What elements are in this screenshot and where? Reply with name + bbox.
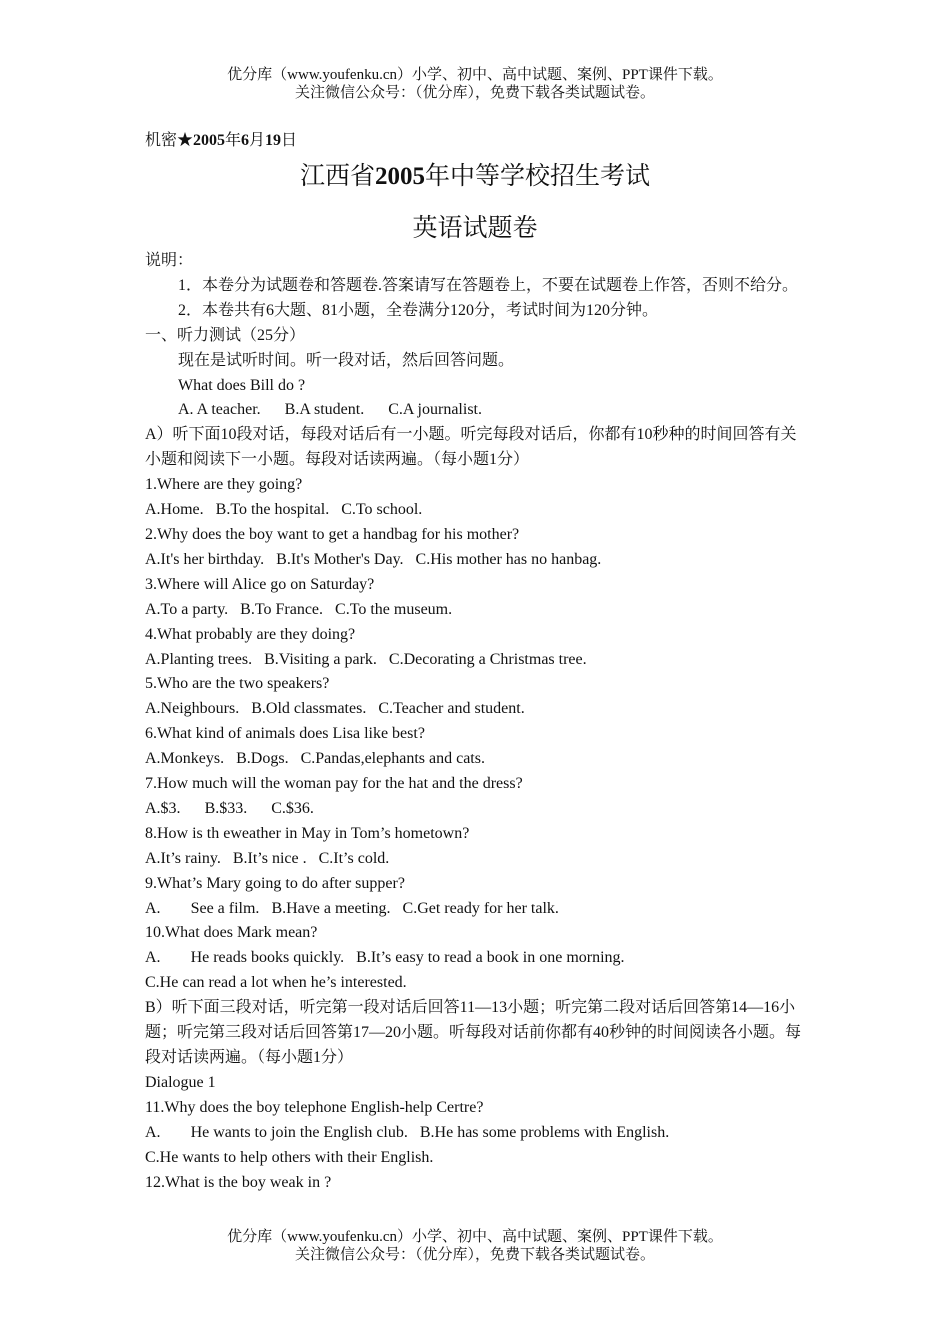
meta-day: 19: [265, 132, 282, 149]
option-c: C.Get ready for her talk.: [402, 899, 559, 917]
header-line-2: 关注微信公众号：（优分库），免费下载各类试题试卷。: [294, 85, 655, 101]
options-4: [145, 648, 810, 673]
question-3: 3.Where will Alice go on Saturday?: [145, 575, 375, 593]
footer-line-1: 优分库（www.youfenku.cn）小学、初中、高中试题、案例、PPT课件下载。: [227, 1229, 723, 1245]
question-11: 11.Why does the boy telephone English-help Certre?: [145, 1098, 484, 1116]
option-b: B.It's Mother's Day.: [276, 550, 404, 568]
option-a: A.$3.: [145, 799, 181, 817]
page-header: [0, 66, 950, 102]
options-5: [145, 697, 810, 722]
option-c: C.Pandas,elephants and cats.: [300, 750, 485, 768]
option-11-c: C.He wants to help others with their English.: [145, 1148, 434, 1166]
title-year: 2005: [375, 163, 425, 190]
option-c: C.$36.: [271, 799, 314, 817]
option-a: A. A teacher.: [178, 401, 261, 419]
instructions-label: 说明：: [145, 252, 194, 269]
option-c: C.To the museum.: [335, 600, 453, 618]
option-b: B.Dogs.: [236, 750, 289, 768]
meta-year: 2005: [193, 132, 226, 149]
option-a-letter: A.: [145, 949, 161, 967]
option-a-letter: A.: [145, 1123, 161, 1141]
options-9: [145, 897, 810, 922]
title-pre: 江西省: [299, 163, 375, 190]
option-b: B.Visiting a park.: [264, 650, 377, 668]
exam-subtitle: 英语试题卷: [412, 215, 538, 242]
instruction-2: 2．本卷共有6大题、81小题，全卷满分120分，考试时间为120分钟。: [178, 301, 659, 319]
options-6: [145, 747, 810, 772]
option-a: A.Home.: [145, 501, 204, 519]
question-8: 8.How is th eweather in May in Tom’s hometown?: [145, 824, 470, 842]
part-b-instructions: B）听下面三段对话，听完第一段对话后回答11—13小题；听完第二段对话后回答第14—16小题；听完第三段对话后回答第17—20小题。听每段对话前你都有40秒钟的时间阅读各小题。每段对话读两遍。（每小题1分）: [145, 999, 802, 1066]
options-8: [145, 847, 810, 872]
option-a: He reads books quickly.: [190, 949, 345, 967]
meta-ri: 日: [281, 132, 298, 149]
instruction-1: 1．本卷分为试题卷和答题卷.答案请写在答题卷上，不要在试题卷上作答，否则不给分。: [178, 276, 799, 294]
question-1: 1.Where are they going?: [145, 476, 303, 494]
option-b: B.He has some problems with English.: [419, 1123, 670, 1141]
option-c: C.Decorating a Christmas tree.: [388, 650, 587, 668]
section-1-heading: 一、听力测试（25分）: [145, 326, 306, 344]
exam-body: [145, 249, 810, 1195]
option-b: B.A student.: [284, 401, 365, 419]
page-footer: [0, 1228, 950, 1264]
option-a: A.It’s rainy.: [145, 849, 221, 867]
option-a: A.Neighbours.: [145, 700, 240, 718]
option-a: A.Planting trees.: [145, 650, 253, 668]
option-a: A.Monkeys.: [145, 750, 225, 768]
option-c: C.A journalist.: [388, 401, 482, 419]
footer-line-2: 关注微信公众号：（优分库），免费下载各类试题试卷。: [294, 1247, 655, 1263]
options-1: [145, 498, 810, 523]
exam-title: [0, 156, 950, 192]
question-7: 7.How much will the woman pay for the hat and the dress?: [145, 775, 523, 793]
option-a: A.To a party.: [145, 600, 229, 618]
option-b: B.Old classmates.: [251, 700, 367, 718]
confidential-label: 机密★: [145, 132, 194, 149]
option-c: C.It’s cold.: [318, 849, 390, 867]
option-10-c: C.He can read a lot when he’s interested.: [145, 974, 407, 992]
option-a: A.It's her birthday.: [145, 550, 265, 568]
part-a-instructions: A）听下面10段对话，每段对话后有一小题。听完每段对话后，你都有10秒种的时间回答有关小题和阅读下一小题。每段对话读两遍。（每小题1分）: [145, 426, 797, 469]
example-intro: 现在是试听时间。听一段对话，然后回答问题。: [178, 351, 515, 369]
option-b: B.$33.: [204, 799, 248, 817]
options-2: [145, 548, 810, 573]
option-b: B.To France.: [240, 600, 324, 618]
title-post: 年中等学校招生考试: [425, 163, 651, 190]
header-line-1: 优分库（www.youfenku.cn）小学、初中、高中试题、案例、PPT课件下载。: [227, 67, 723, 83]
question-12: 12.What is the boy weak in ?: [145, 1173, 332, 1191]
question-2: 2.Why does the boy want to get a handbag for his mother?: [145, 525, 520, 543]
example-question: What does Bill do ?: [178, 376, 306, 394]
question-9: 9.What’s Mary going to do after supper?: [145, 874, 405, 892]
example-options: [145, 398, 810, 423]
question-10: 10.What does Mark mean?: [145, 924, 318, 942]
options-10: [145, 946, 810, 971]
option-c: C.To school.: [341, 501, 423, 519]
dialogue-1-label: Dialogue 1: [145, 1073, 216, 1091]
option-a: See a film.: [190, 899, 260, 917]
meta-month: 6: [241, 132, 250, 149]
option-b: B.It’s nice .: [232, 849, 307, 867]
question-4: 4.What probably are they doing?: [145, 625, 356, 643]
option-b: B.It’s easy to read a book in one morning.: [356, 949, 625, 967]
question-6: 6.What kind of animals does Lisa like best?: [145, 725, 425, 743]
option-a-letter: A.: [145, 899, 161, 917]
option-b: B.To the hospital.: [215, 501, 330, 519]
option-c: C.His mother has no hanbag.: [415, 550, 602, 568]
options-11: [145, 1121, 810, 1146]
confidential-date: [145, 127, 297, 150]
option-c: C.Teacher and student.: [378, 700, 525, 718]
option-a: He wants to join the English club.: [190, 1123, 408, 1141]
meta-nian: 年: [225, 132, 242, 149]
meta-yue: 月: [249, 132, 266, 149]
options-3: [145, 598, 810, 623]
option-b: B.Have a meeting.: [271, 899, 391, 917]
options-7: [145, 797, 810, 822]
question-5: 5.Who are the two speakers?: [145, 675, 330, 693]
